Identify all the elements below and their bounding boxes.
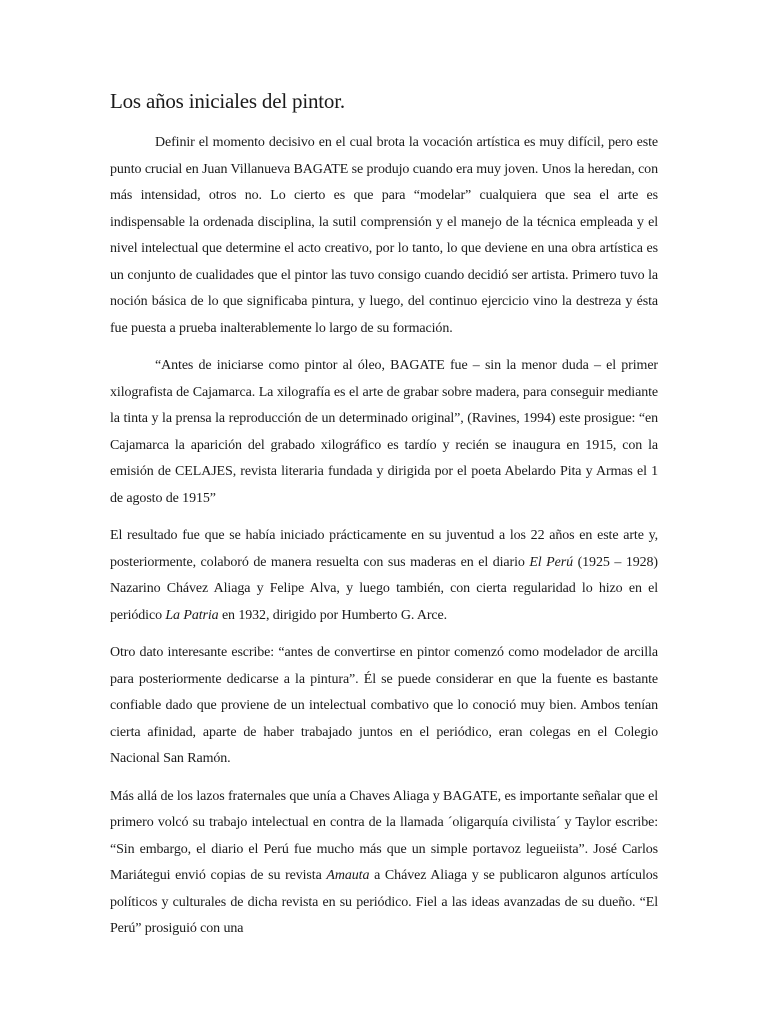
- body-paragraph: [110, 784, 658, 943]
- body-paragraph: [110, 640, 658, 773]
- document-page: [110, 86, 658, 954]
- paragraph-text: “Antes de iniciarse como pintor al óleo, BAGATE fue – sin la menor duda – el primer xilografista de Cajamarca. La xilografía es el arte de grabar sobre madera, para conseguir mediante la tinta y la prensa la reproducción de un determinado original”, (Ravines, 1994) este prosigue: “en Cajamarca la aparición del grabado xilográfico es tardío y recién se inaugura en 1915, con la emisión de CELAJES, revista literaria fundada y dirigida por el poeta Abelardo Pita y Armas el 1 de agosto de 1915”: [110, 358, 658, 506]
- paragraph-text: Más allá de los lazos fraternales que unía a Chaves Aliaga y BAGATE, es importante señalar que el primero volcó su trabajo intelectual en contra de la llamada ´oligarquía civilista´ y Taylor escribe: “Sin embargo, el diario el Perú fue mucho más que un simple portavoz legueiista”. José Carlos Mariátegui envió copias de su revista: [110, 788, 658, 883]
- italic-title-text: Amauta: [326, 868, 370, 883]
- paragraph-text: (1925 – 1928) Nazarino Chávez Aliaga y Felipe Alva, y luego también, con cierta regularidad lo hizo en el periódico: [110, 554, 658, 623]
- body-paragraph: [110, 523, 658, 629]
- paragraph-text: Definir el momento decisivo en el cual brota la vocación artística es muy difícil, pero este punto crucial en Juan Villanueva BAGATE se produjo cuando era muy joven. Unos la heredan, con más intensidad, otros no. Lo cierto es que para “modelar” cualquiera que sea el arte es indispensable la ordenada disciplina, la sutil comprensión y el manejo de la técnica empleada y el nivel intelectual que determine el acto creativo, por lo tanto, lo que deviene en una obra artística es un conjunto de cualidades que el pintor las tuvo consigo cuando decidió ser artista. Primero tuvo la noción básica de lo que significaba pintura, y luego, del continuo ejercicio vino la destreza y ésta fue puesta a prueba inalterablemente lo largo de su formación.: [110, 135, 658, 336]
- paragraph-text: Otro dato interesante escribe: “antes de convertirse en pintor comenzó como modelador de arcilla para posteriormente dedicarse a la pintura”. Él se puede considerar en que la fuente es bastante confiable dado que proviene de un intelectual combativo que lo conoció muy bien. Ambos tenían cierta afinidad, aparte de haber trabajado juntos en el periódico, eran colegas en el Colegio Nacional San Ramón.: [110, 645, 658, 766]
- document-title: Los años iniciales del pintor.: [110, 89, 345, 113]
- italic-title-text: La Patria: [165, 607, 219, 623]
- document-body: [110, 130, 658, 943]
- paragraph-text: El resultado fue que se había iniciado prácticamente en su juventud a los 22 años en este arte y, posteriormente, colaboró de manera resuelta con sus maderas en el diario: [110, 528, 658, 570]
- paragraph-text: en 1932, dirigido por Humberto G. Arce.: [218, 607, 448, 623]
- italic-title-text: El Perú: [529, 554, 573, 570]
- body-paragraph: [110, 353, 658, 512]
- paragraph-text: a Chávez Aliaga y se publicaron algunos artículos políticos y culturales de dicha revista en su periódico. Fiel a las ideas avanzadas de su dueño. “El Perú” prosiguió con una: [110, 868, 658, 936]
- body-paragraph: [110, 130, 658, 342]
